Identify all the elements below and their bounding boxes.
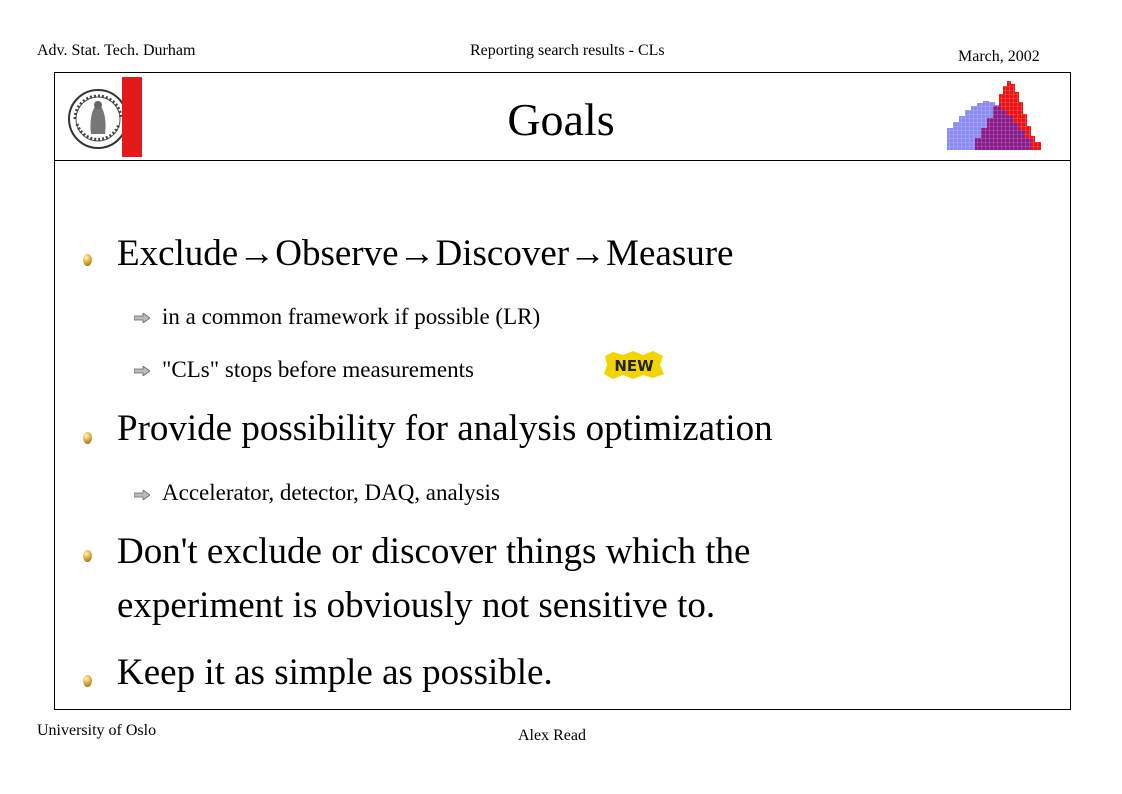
sub-bullet-text: in a common framework if possible (LR) <box>162 304 541 329</box>
bullet-text: Provide possibility for analysis optimization <box>117 408 773 449</box>
bullet-text: Don't exclude or discover things which the <box>117 531 751 572</box>
slide-title: Goals <box>507 94 615 145</box>
footer-author: Alex Read <box>518 727 586 744</box>
sub-bullet-text: "CLs" stops before measurements <box>162 357 474 382</box>
footer-institution: University of Oslo <box>37 722 157 739</box>
header-course: Adv. Stat. Tech. Durham <box>37 42 196 59</box>
arrow-bullet-icon <box>134 366 150 376</box>
title-divider <box>54 160 1071 161</box>
sub-bullet-text: Accelerator, detector, DAQ, analysis <box>162 480 500 505</box>
arrow-bullet-icon <box>134 490 150 500</box>
new-badge-icon <box>603 350 665 380</box>
bullet-text: Exclude→Observe→Discover→Measure <box>117 233 734 274</box>
bullet-text: Keep it as simple as possible. <box>117 652 553 693</box>
header-date: March, 2002 <box>958 48 1040 65</box>
bullet-text-line2: experiment is obviously not sensitive to. <box>117 585 716 626</box>
new-badge-label: NEW <box>614 357 654 375</box>
header-topic: Reporting search results - CLs <box>470 42 665 59</box>
arrow-bullet-icon <box>134 313 150 323</box>
